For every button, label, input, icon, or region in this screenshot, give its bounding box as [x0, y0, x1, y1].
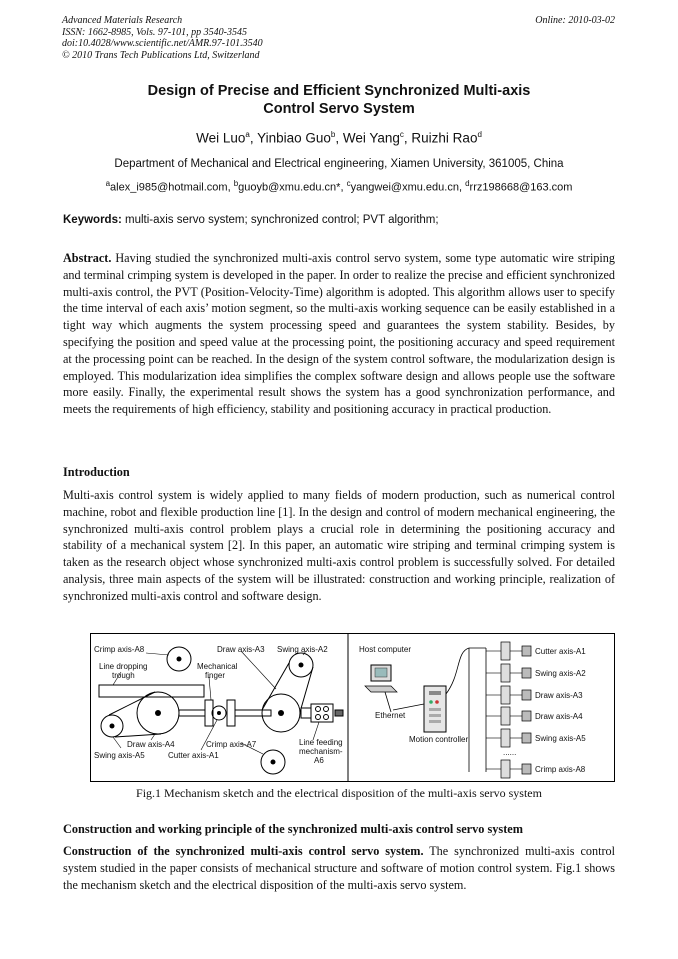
label-motion-controller: Motion controller [409, 735, 469, 744]
line-dropping-trough [99, 685, 204, 697]
keywords-text: multi-axis servo system; synchronized control; PVT algorithm; [121, 214, 439, 226]
abstract-text: Having studied the synchronized multi-axis control servo system, some type automatic wire striping and terminal crimping system is developed in the paper. In order to realize the precise and efficient synchronized multi-axis control, the PVT (Position-Velocity-Time) algorithm is adopted. This algorithm allows user to specify the time interval of each axis’ motion segment, so the multi-axis working sequence can be easily established in a tight way which augments the system processing speed and guarantees the system stability. Besides, by specifying the position and speed value at the processing point, the positioning accuracy and speed requirement at the processing point can be reached. In the design of the system control software, the modularization design is employed. This modularization idea simplifies the complex software design and allows people use the software more easily. Finally, the experimental result shows the system has a good synchronization performance, and meets the requirements of high efficiency, stability and positioning accuracy in practical production. [63, 251, 615, 417]
feed-roller [324, 707, 329, 712]
author-sup: a [245, 130, 250, 139]
construction-text [63, 843, 615, 893]
email-sup: d [465, 179, 470, 188]
leader-line [113, 737, 121, 748]
label-draw-a3: Draw axis-A3 [217, 645, 265, 654]
crimp-a8-hub [177, 657, 182, 662]
host-screen [375, 668, 387, 677]
construction-body: The synchronized multi-axis control system studied in the paper consists of mechanical structure and software of motion control system. Fig.1 shows the mechanism sketch and the electrical disposition of the multi-axis servo system. [63, 844, 615, 892]
leader-line [146, 653, 169, 655]
bus-curve [446, 648, 486, 694]
mechanical-finger-block-2 [227, 700, 235, 726]
label-axis-draw-a4: Draw axis-A4 [535, 712, 583, 721]
introduction-heading: Introduction [63, 465, 130, 479]
belt-right-left [262, 663, 289, 710]
controller-link [393, 704, 424, 710]
line-feeding-mechanism [311, 704, 333, 722]
axis-drive-row [486, 642, 586, 660]
label-mechanical: Mechanical [197, 662, 238, 671]
author-name: Wei Luo [196, 130, 246, 146]
feed-roller [324, 715, 329, 720]
axis-drive-row [486, 760, 586, 778]
author-list: Wei Luo$^a$, Yinbiao Guo$^b$, Wei Yang$^c$, Ruizhi Rao$^d$ [196, 130, 482, 146]
author-sup: b [330, 130, 336, 139]
servo-drive-icon [501, 760, 510, 778]
servo-motor-icon [522, 733, 531, 743]
axis-drive-row [486, 664, 586, 682]
email-sup: c [346, 179, 351, 188]
journal-issn: ISSN: 1662-8985, Vols. 97-101, pp 3540-3545 [62, 26, 247, 38]
abstract-label: Abstract. [63, 251, 112, 265]
email-list [0, 179, 678, 194]
introduction-text: Multi-axis control system is widely applied to many fields of modern production, such as numerical control machine, robot and flexible production line [1]. In the design and control of modern mechanical engineering, the synchronized multi-axis control problem plays a crucial role in determining the positioning accuracy and stability of a mechanical system [2]. In this paper, an automatic wire striping and terminal crimping system is taken as the research object whose synchronized multi-axis control problem is successfully solved. For detailed analysis, three main aspects of the system will be illustrated: construction and working principle, realization of synchronized multi-axis control and software design. [63, 488, 615, 603]
author-sup: d [477, 130, 482, 139]
abstract [63, 250, 615, 418]
label-swing-a5: Swing axis-A5 [94, 751, 145, 760]
servo-drive-icon [501, 729, 510, 747]
servo-motor-icon [522, 764, 531, 774]
servo-motor-icon [522, 646, 531, 656]
keywords [63, 214, 623, 226]
axis-drive-row [486, 686, 583, 704]
label-cutter-a1: Cutter axis-A1 [168, 751, 219, 760]
email-sup: b [233, 179, 239, 188]
journal-header [62, 15, 263, 61]
feed-roller [316, 715, 321, 720]
author-name: Ruizhi Rao [411, 130, 478, 146]
section-heading: Construction and working principle of the synchronized multi-axis control servo system [63, 822, 523, 836]
label-finger: finger [205, 671, 226, 680]
journal-doi: doi:10.4028/www.scientific.net/AMR.97-101.3540 [62, 38, 263, 49]
controller-slot [429, 691, 441, 695]
figure-1-drawing [91, 634, 614, 781]
controller-led [435, 700, 439, 704]
feed-connector [301, 708, 311, 718]
journal-name: Advanced Materials Research [62, 15, 183, 26]
servo-motor-icon [522, 690, 531, 700]
label-swing-a2: Swing axis-A2 [277, 645, 328, 654]
axis-drive-row [486, 707, 583, 725]
leader-line [241, 651, 276, 689]
cutter-a1-hub [217, 711, 221, 715]
label-crimp-a8: Crimp axis-A8 [94, 645, 145, 654]
label-axis-cutter-a1: Cutter axis-A1 [535, 647, 586, 656]
title-line-2: Control Servo System [263, 101, 415, 117]
label-ethernet: Ethernet [375, 711, 406, 720]
label-axis-swing-a5: Swing axis-A5 [535, 734, 586, 743]
email: rrz198668@163.com [469, 181, 573, 194]
feed-roller [316, 707, 321, 712]
label-crimp-a7: Crimp axis-A7 [206, 740, 257, 749]
crimp-a7-hub [271, 760, 276, 765]
author-name: Wei Yang [342, 130, 400, 146]
email: alex_i985@hotmail.com, [110, 181, 234, 194]
belt-left-top [109, 692, 155, 715]
controller-port [429, 720, 441, 723]
keywords-label: Keywords: [63, 214, 122, 226]
swing-a5-hub [110, 724, 115, 729]
label-axis-draw-a3: Draw axis-A3 [535, 691, 583, 700]
journal-copyright: © 2010 Trans Tech Publications Ltd, Switzerland [62, 49, 260, 61]
label-line-feeding: Line feeding [299, 738, 343, 747]
servo-motor-icon [522, 668, 531, 678]
controller-port [429, 714, 441, 717]
email-sup: a [105, 179, 111, 188]
draw-a3-hub [278, 710, 284, 716]
label-axis-swing-a2: Swing axis-A2 [535, 669, 586, 678]
label-host-computer: Host computer [359, 645, 412, 654]
controller-led [429, 700, 433, 704]
label-more-axes: ...... [503, 748, 517, 757]
label-trough: trough [112, 671, 135, 680]
controller-port [429, 708, 441, 711]
construction-label: Construction of the synchronized multi-axis control servo system. [63, 844, 424, 858]
servo-drive-icon [501, 707, 510, 725]
label-a6: A6 [314, 756, 324, 765]
draw-a4-hub [155, 710, 161, 716]
wire-exit [335, 710, 343, 716]
label-axis-crimp-a8: Crimp axis-A8 [535, 765, 586, 774]
title-line-1: Design of Precise and Efficient Synchronized Multi-axis [147, 83, 531, 99]
online-date: Online: 2010-03-02 [535, 15, 615, 26]
swing-a2-hub [299, 663, 304, 668]
servo-drive-icon [501, 686, 510, 704]
affiliation: Department of Mechanical and Electrical engineering, Xiamen University, 361005, China [114, 158, 564, 170]
email: yangwei@xmu.edu.cn, [350, 181, 466, 194]
figure-caption: Fig.1 Mechanism sketch and the electrical disposition of the multi-axis servo system [136, 786, 542, 800]
author-name: Yinbiao Guo [257, 130, 331, 146]
host-keyboard-icon [365, 686, 397, 692]
servo-motor-icon [522, 711, 531, 721]
label-draw-a4: Draw axis-A4 [127, 740, 175, 749]
email: guoyb@xmu.edu.cn*, [238, 181, 347, 194]
figure-1 [90, 633, 615, 782]
ethernet-cable [385, 692, 391, 712]
label-line-feeding-2: mechanism- [299, 747, 343, 756]
label-line-dropping: Line dropping [99, 662, 148, 671]
leader-line [209, 677, 211, 700]
servo-drive-icon [501, 664, 510, 682]
shaft-left [179, 710, 205, 716]
paper-title [0, 82, 678, 118]
author-sup: c [399, 130, 404, 139]
shaft-right [235, 710, 271, 716]
servo-drive-icon [501, 642, 510, 660]
axis-drive-row [486, 729, 586, 747]
